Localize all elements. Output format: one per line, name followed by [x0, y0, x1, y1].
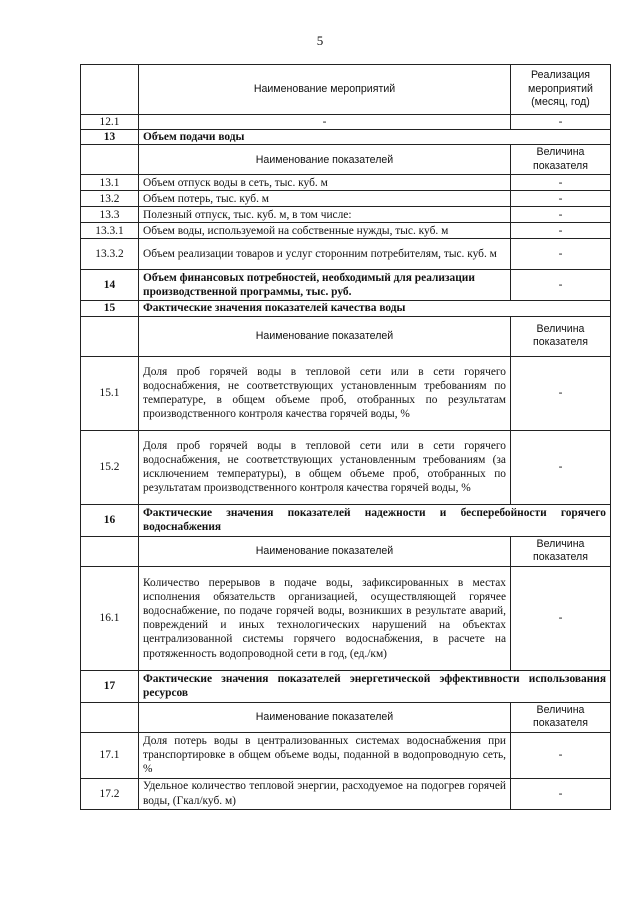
- subheader-row: [81, 536, 611, 566]
- table-row: [81, 191, 611, 207]
- row-text: -: [139, 115, 511, 130]
- table-row: [81, 223, 611, 239]
- row-value: -: [511, 175, 611, 191]
- subheader-value: Величина показателя: [511, 145, 611, 175]
- row-number: 12.1: [81, 115, 139, 130]
- section-title: Объем подачи воды: [139, 130, 611, 145]
- table-row: [81, 239, 611, 270]
- row-text: Доля проб горячей воды в тепловой сети или в сети горячего водоснабжения, не соответствующих установленным требованиям (за исключением температуры), в общем объеме проб, отобранных по результатам производственного контроля качества горячей воды, %: [139, 430, 511, 504]
- row-value: -: [511, 191, 611, 207]
- row-text: Объем отпуск воды в сеть, тыс. куб. м: [139, 175, 511, 191]
- header-implementation: Реализация мероприятий (месяц, год): [511, 65, 611, 115]
- row-text: Доля проб горячей воды в тепловой сети или в сети горячего водоснабжения, не соответствующих установленным требованиям по температуре, в общем объеме проб, отобранных по результатам производственного контроля качества горячей воды, %: [139, 356, 511, 430]
- header-measures: Наименование мероприятий: [139, 65, 511, 115]
- section-title: Фактические значения показателей качества воды: [139, 301, 611, 316]
- row-value: -: [511, 223, 611, 239]
- row-number: 16.1: [81, 566, 139, 670]
- row-text: Объем воды, используемой на собственные нужды, тыс. куб. м: [139, 223, 511, 239]
- program-table: [80, 64, 611, 810]
- row-number: 15.1: [81, 356, 139, 430]
- table-row: [81, 778, 611, 809]
- row-number: 15.2: [81, 430, 139, 504]
- section-row: [81, 130, 611, 145]
- subheader-value: Величина показателя: [511, 702, 611, 732]
- row-number: 13.3: [81, 207, 139, 223]
- row-number: 17.2: [81, 778, 139, 809]
- row-number: 13.3.1: [81, 223, 139, 239]
- row-value: -: [511, 778, 611, 809]
- row-value: -: [511, 356, 611, 430]
- section-title: Фактические значения показателей надежности и бесперебойности горячего водоснабжения: [139, 504, 611, 536]
- subheader-value: Величина показателя: [511, 316, 611, 356]
- section-number: 16: [81, 504, 139, 536]
- section-number: 15: [81, 301, 139, 316]
- section-number: 13: [81, 130, 139, 145]
- row-text: Объем потерь, тыс. куб. м: [139, 191, 511, 207]
- table-row: [81, 115, 611, 130]
- table-row: [81, 207, 611, 223]
- subheader-row: [81, 316, 611, 356]
- row-value: -: [511, 239, 611, 270]
- section-row: [81, 270, 611, 301]
- row-text: Количество перерывов в подаче воды, зафиксированных в местах исполнения обязательств организацией, осуществляющей горячее водоснабжение, по подаче горячей воды, возникших в результате аварий, повреждений и иных технологических нарушений на объектах централизованной системы горячего водоснабжения, в расчете на протяженность водопроводной сети в год, (ед./км): [139, 566, 511, 670]
- section-row: [81, 670, 611, 702]
- row-text: Удельное количество тепловой энергии, расходуемое на подогрев горячей воды, (Гкал/куб. м): [139, 778, 511, 809]
- row-number: 13.3.2: [81, 239, 139, 270]
- section-number: 14: [81, 270, 139, 301]
- row-text: Доля потерь воды в централизованных системах водоснабжения при транспортировке в общем объеме воды, поданной в водопроводную сеть, %: [139, 732, 511, 778]
- subheader-indicators: Наименование показателей: [139, 702, 511, 732]
- row-value: -: [511, 566, 611, 670]
- row-text: Полезный отпуск, тыс. куб. м, в том числе:: [139, 207, 511, 223]
- row-number: 17.1: [81, 732, 139, 778]
- table-row: [81, 356, 611, 430]
- section-row: [81, 504, 611, 536]
- subheader-indicators: Наименование показателей: [139, 316, 511, 356]
- subheader-row: [81, 145, 611, 175]
- subheader-value: Величина показателя: [511, 536, 611, 566]
- subheader-indicators: Наименование показателей: [139, 536, 511, 566]
- table-row: [81, 175, 611, 191]
- section-number: 17: [81, 670, 139, 702]
- section-title: Объем финансовых потребностей, необходимый для реализации производственной программы, тыс. руб.: [139, 270, 511, 301]
- table-row: [81, 732, 611, 778]
- row-number: 13.2: [81, 191, 139, 207]
- row-value: -: [511, 430, 611, 504]
- row-value: -: [511, 270, 611, 301]
- row-value: -: [511, 115, 611, 130]
- table-header-row: [81, 65, 611, 115]
- table-row: [81, 566, 611, 670]
- row-value: -: [511, 732, 611, 778]
- section-title: Фактические значения показателей энергетической эффективности использования ресурсов: [139, 670, 611, 702]
- row-value: -: [511, 207, 611, 223]
- subheader-indicators: Наименование показателей: [139, 145, 511, 175]
- row-number: 13.1: [81, 175, 139, 191]
- section-row: [81, 301, 611, 316]
- subheader-row: [81, 702, 611, 732]
- table-row: [81, 430, 611, 504]
- row-text: Объем реализации товаров и услуг сторонним потребителям, тыс. куб. м: [139, 239, 511, 270]
- page-number: 5: [316, 33, 324, 48]
